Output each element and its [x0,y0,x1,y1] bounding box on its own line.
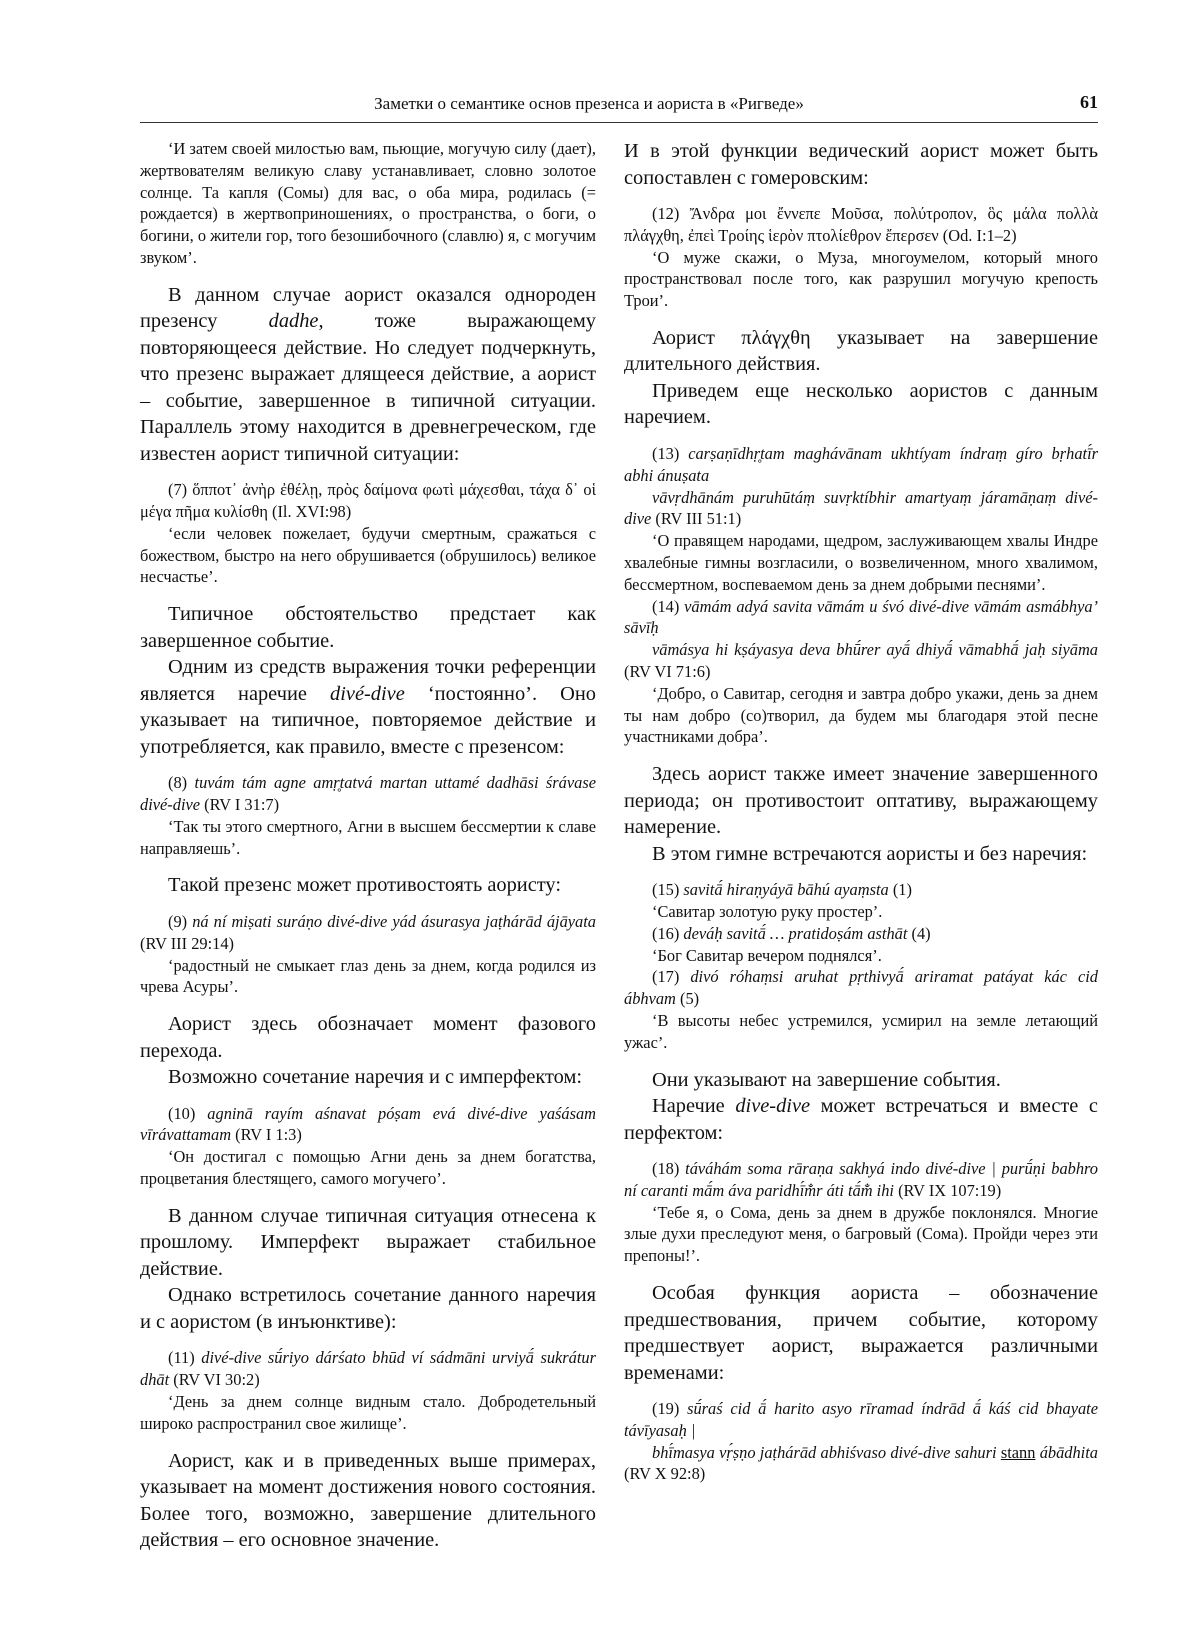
paragraph: Приведем еще несколько аористов с данным наречием. [624,379,1098,429]
paragraph: Аорист, как и в приведенных выше примерах, указывает на момент достижения нового состояния. Более того, возможно, завершение длительного действия – его основное значение. [140,1449,596,1552]
paragraph: Наречие dive-dive может встречаться и вместе с перфектом: [624,1095,1098,1144]
paragraph: Возможно сочетание наречия и с имперфектом: [168,1066,583,1089]
paragraph: Особая функция аориста – обозначение предшествования, причем событие, которому предшествует аорист, выражается различными временами: [624,1282,1098,1384]
paragraph: Типичное обстоятельство предстает как завершенное событие. [140,603,596,652]
paragraph: Они указывают на завершение события. [652,1068,1001,1091]
examples-15-17: (15) savitā́ hiraṇyáyā bāhú ayaṃsta (1) ‘Савитар золотую руку простер’. (16) deváḥ savitā́ … pratidoṣám asthāt (4) ‘Бог Савитар вечером поднялся’. (17) divó róhaṃsi aruhat pṛthivyā́ ariramat patáyat kác cid ábhvam (5) ‘В высоты небес устремился, усмирил на земле летающий ужас’. [624,880,1099,1052]
example-13: (13) carṣaṇīdhṛ̥tam maghávānam ukhtíyam índraṃ gíro bṛhatī́r abhi ánuṣata vāvṛdhānám puruhūtáṃ suvṛktíbhir amartyaṃ járamāṇaṃ divé-dive (RV III 51:1) ‘О правящем народами, щедром, заслуживающем хвалы Индре хвалебные гимны возгласили, о возвеличенном, много хвалимом, бессмертном, воспеваемом день за днем добрыми песнями’. [624,443,1098,594]
quote-translation: ‘И затем своей милостью вам, пьющие, могучую силу (дает), жертвователям великую славу устанавливает, словно золотое солнце. Та капля (Сомы) для вас, о оба мира, родилась (= рождается) в жертвоприношениях, о пространства, о боги, о богини, о жители гор, того безошибочного (славлю) я, с могучим звуком’. [140,139,596,267]
example-12: (12) Ἄνδρα μοι ἔννεπε Μοῦσα, πολύτροπον, ὃς μάλα πολλὰ πλάγχθη, ἐπεὶ Τροίης ἱερὸν πτολίεθρον ἔπερσεν (Od. I:1–2) ‘О муже скажи, о Муза, многоумелом, который много пространствовал после того, как разрушил могучую крепость Трои’. [624,204,1099,311]
paragraph: В этом гимне встречаются аористы и без наречия: [652,842,1088,865]
paragraph: И в этой функции ведический аорист может быть сопоставлен с гомеровским: [624,140,1098,189]
running-title: Заметки о семантике основ презенса и аориста в «Ригведе» [374,94,804,113]
example-7: (7) ὅπποτ᾽ ἀνὴρ ἐθέλῃ, πρὸς δαίμονα φωτὶ μάχεσθαι, τάχα δ᾽ οἱ μέγα πῆμα κυλίσθη (Il. XVI:98) ‘если человек пожелает, будучи смертным, сражаться с божеством, быстро на него обрушивается (обрушилось) великое несчастье’. [140,480,596,587]
paragraph: В данном случае типичная ситуация отнесена к прошлому. Имперфект выражает стабильное действие. [140,1204,596,1280]
example-18: (18) táváhám soma rāraṇa sakhyá indo divé-dive | purū́ṇi babhro ní caranti mā́m áva paridhī́m̐r áti tā́m̐ ihi (RV IX 107:19) ‘Тебе я, о Сома, день за днем в дружбе поклонялся. Многие злые духи преследуют меня, о багровый (Сома). Пройди через эти препоны!’. [624,1159,1098,1266]
paragraph: Аорист здесь обозначает момент фазового перехода. [140,1013,596,1062]
paragraph: Однако встретилось сочетание данного наречия и с аористом (в инъюнктиве): [140,1284,596,1333]
example-9: (9) ná ní miṣati suráṇo divé-dive yád ásurasya jaṭhárād ájāyata (RV III 29:14) ‘радостный не смыкает глаз день за днем, когда родился из чрева Асуры’. [140,911,596,997]
right-column [624,138,1098,1485]
paragraph: Здесь аорист также имеет значение завершенного периода; он противостоит оптативу, выражающему намерение. [624,763,1098,839]
page-number: 61 [1080,92,1098,112]
paragraph: Аорист πλάγχθη указывает на завершение длительного действия. [624,326,1098,376]
paragraph: Одним из средств выражения точки референции является наречие divé-dive ‘постоянно’. Оно указывает на типичное, повторяемое действие и употребляется, как правило, вместе с презенсом: [140,656,596,758]
example-14: (14) vāmám adyá savita vāmám u śvó divé-dive vāmám asmábhya’ sāvīḥ vāmásya hi kṣáyasya deva bhū́rer ayā́ dhiyā́ vāmabhā́ jaḥ siyāma (RV VI 71:6) ‘Добро, о Савитар, сегодня и завтра добро укажи, день за днем ты нам добро (со)творил, да будем мы благодаря этой песне участниками добра’. [624,596,1098,747]
paragraph: Такой презенс может противостоять аористу: [168,874,561,897]
header-rule [140,122,1098,123]
paragraph: В данном случае аорист оказался однороден презенсу dadhe, тоже выражающему повторяющееся действие. Но следует подчеркнуть, что презенс выражает длящееся действие, а аорист – событие, завершенное в типичной ситуации. Параллель этому находится в древнегреческом, где известен аорист типичной ситуации: [140,283,596,465]
left-column [140,138,596,1554]
example-19: (19) sū́raś cid ā́ harito asyo rīramad índrād ā́ káś cid bhayate távīyasaḥ | bhī́masya vṛ́ṣṇo jaṭhárād abhiśvaso divé-dive sahuri stann ábādhita (RV X 92:8) [624,1399,1098,1484]
example-8: (8) tuvám tám agne amṛ̥tatvá martan uttamé dadhāsi śrávase divé-dive (RV I 31:7) ‘Так ты этого смертного, Агни в высшем бессмертии к славе направляешь’. [140,773,596,858]
example-11: (11) divé-dive sū́riyo dárśato bhūd ví sádmāni urviyā́ sukrátur dhāt (RV VI 30:2) ‘День за днем солнце видным стало. Добродетельный широко распространил свое жилище’. [140,1348,596,1433]
example-10: (10) agninā rayím aśnavat póṣam evá divé-dive yaśásam vīrávattamam (RV I 1:3) ‘Он достигал с помощью Агни день за днем богатства, процветания блестящего, самого могучего’. [140,1103,597,1189]
running-header [140,90,1098,118]
